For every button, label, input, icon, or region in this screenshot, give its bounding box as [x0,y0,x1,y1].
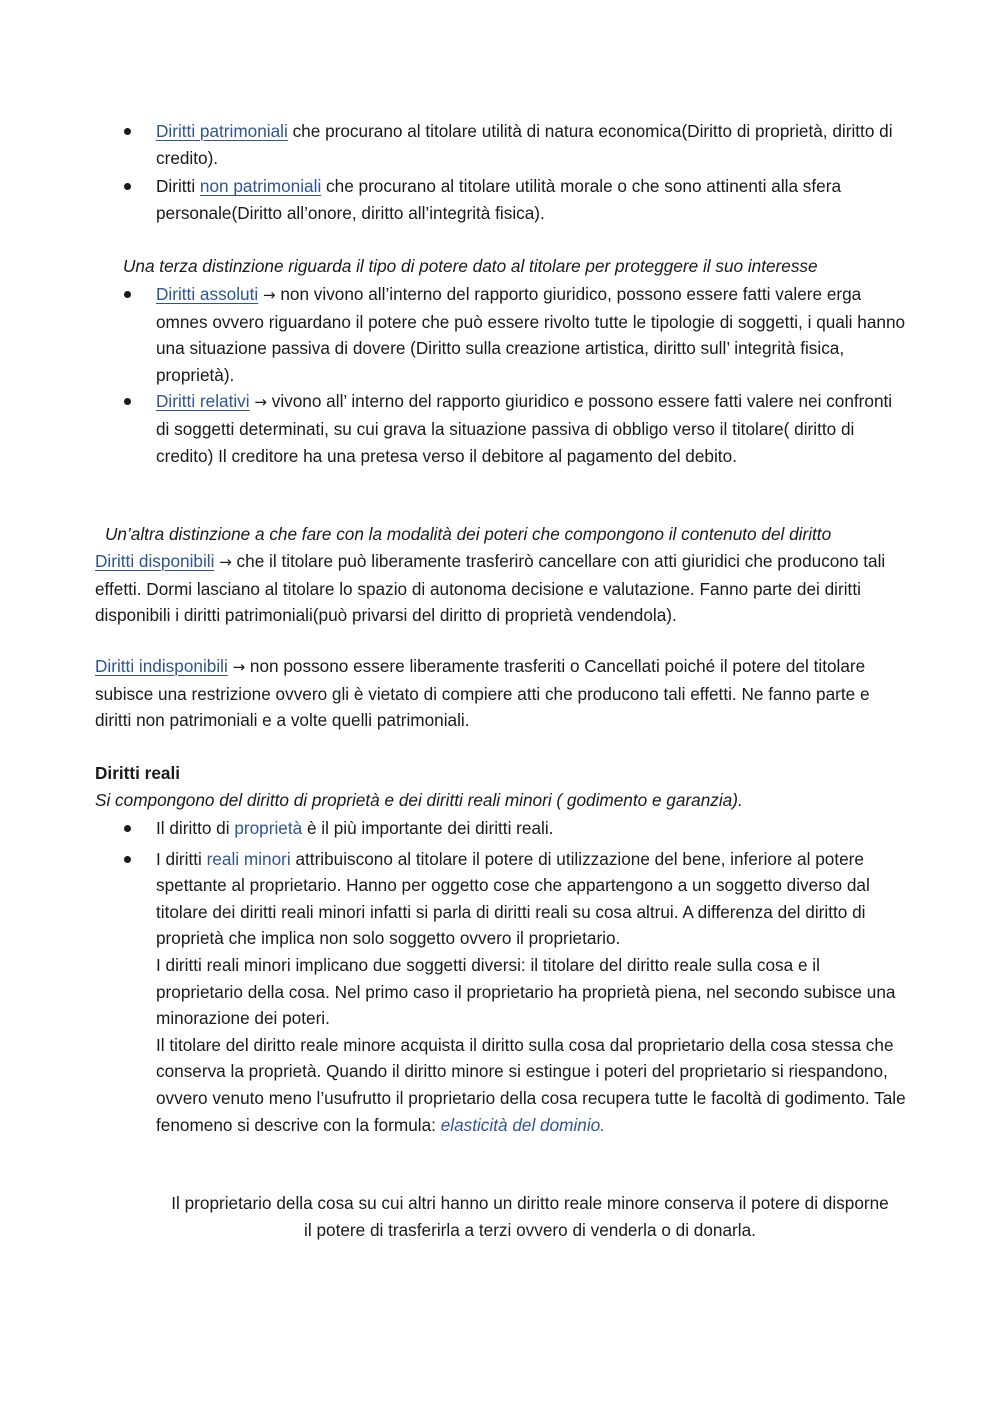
paragraph-disponibili [95,548,908,629]
term-link[interactable]: Diritti patrimoniali [156,121,288,141]
paragraph-text: che il titolare può liberamente trasferirò cancellare con atti giuridici che producono tali effetti. Dormi lasciano al titolare lo spazio di autonoma decisione e valutazione. Fanno parte dei diritti disponibili i diritti patrimoniali(può privarsi del diritto di proprietà vendendola). [95,551,886,626]
rights-patrimonial-list [0,118,1000,226]
bullet-icon [124,291,131,298]
arrow-right-icon: → [219,553,232,571]
item-text: è il più importante dei diritti reali. [302,818,554,838]
bullet-icon [124,398,131,405]
list-item [0,173,1000,226]
intro-absolute-relative: Una terza distinzione riguarda il tipo di potere dato al titolare per proteggere il suo interesse [123,256,818,276]
intro-disposable: Un’altra distinzione a che fare con la modalità dei poteri che compongono il contenuto del diritto [105,524,832,544]
term-link[interactable]: Diritti indisponibili [95,656,228,676]
bullet-icon [124,825,131,832]
item-paragraph: I diritti reali minori implicano due soggetti diversi: il titolare del diritto reale sulla cosa e il proprietario della cosa. Nel primo caso il proprietario ha proprietà piena, nel secondo subisce una minorazione dei poteri. [156,954,896,1029]
section-subtitle: Si compongono del diritto di proprietà e dei diritti reali minori ( godimento e garanzia). [95,790,743,810]
item-paragraph [156,1032,908,1138]
item-text: non vivono all’interno del rapporto giuridico, possono essere fatti valere erga omnes ovvero riguardano il potere che può essere rivolto tutte le tipologie di soggetti, i quali hanno una situazione passiva di dovere (Diritto sulla creazione artistica, diritto sull’ integrità fisica, proprietà). [156,284,906,385]
item-text: che procurano al titolare utilità morale o che sono attinenti alla sfera personale(Diritto all’onore, diritto all’integrità fisica). [156,176,842,223]
paragraph-text: Il titolare del diritto reale minore acquista il diritto sulla cosa dal proprietario della cosa stessa che conserva la proprietà. Quando il diritto minore si estingue i poteri del proprietario si riespandono, ovvero venuto meno l’usufrutto il proprietario della cosa recupera tutte le facoltà di godimento. Tale fenomeno si descrive con la formula: [156,1034,906,1135]
arrow-right-icon: → [232,658,246,676]
term-highlight: elasticità del dominio. [440,1114,606,1135]
paragraph-indisponibili [95,653,908,734]
term-link[interactable]: Diritti disponibili [95,551,215,571]
term-link[interactable]: Diritti assoluti [156,284,259,304]
list-item [0,281,1000,388]
item-text: vivono all’ interno del rapporto giuridico e possono essere fatti valere nei confronti di soggetti determinati, su cui grava la situazione passiva di obbligo verso il titolare( diritto di credito) Il creditore ha una pretesa verso il debitore al pagamento del debito. [156,391,893,466]
term-highlight: proprietà [234,818,303,838]
real-rights-list [0,815,1000,1138]
term-link[interactable]: Diritti relativi [156,391,250,412]
bullet-icon [124,183,131,190]
paragraph-text: non possono essere liberamente trasferiti o Cancellati poiché il potere del titolare subisce una restrizione ovvero gli è vietato di compiere atti che producono tali effetti. Ne fanno parte e diritti non patrimoniali e a volte quelli patrimoniali. [95,656,870,731]
item-prefix: I diritti [156,848,207,869]
term-link[interactable]: non patrimoniali [199,176,322,197]
arrow-right-icon: → [254,393,267,412]
list-item [0,815,1000,842]
list-item [0,846,1000,1139]
list-item [0,118,1000,171]
bullet-icon [124,128,131,135]
item-prefix: Il diritto di [156,818,235,838]
item-text: attribuiscono al titolare il potere di utilizzazione del bene, inferiore al potere spettante al proprietario. Hanno per oggetto cose che appartengono a un soggetto diverso dal titolare dei diritti reali minori infatti si parla di diritti reali su cosa altrui. A differenza del diritto di proprietà che implica non solo soggetto ovvero il proprietario. [156,848,870,949]
list-item [0,388,1000,469]
bullet-icon [124,856,131,863]
term-highlight: reali minori [206,848,291,869]
item-prefix: Diritti [156,176,200,197]
rights-absolute-list [0,281,1000,469]
closing-paragraph: Il proprietario della cosa su cui altri hanno un diritto reale minore conserva il potere di disporne il potere di trasferirla a terzi ovvero di venderla o di donarla. [171,1193,889,1240]
item-text: che procurano al titolare utilità di natura economica(Diritto di proprietà, diritto di credito). [156,121,893,168]
section-heading: Diritti reali [95,763,181,783]
arrow-right-icon: → [262,286,276,304]
